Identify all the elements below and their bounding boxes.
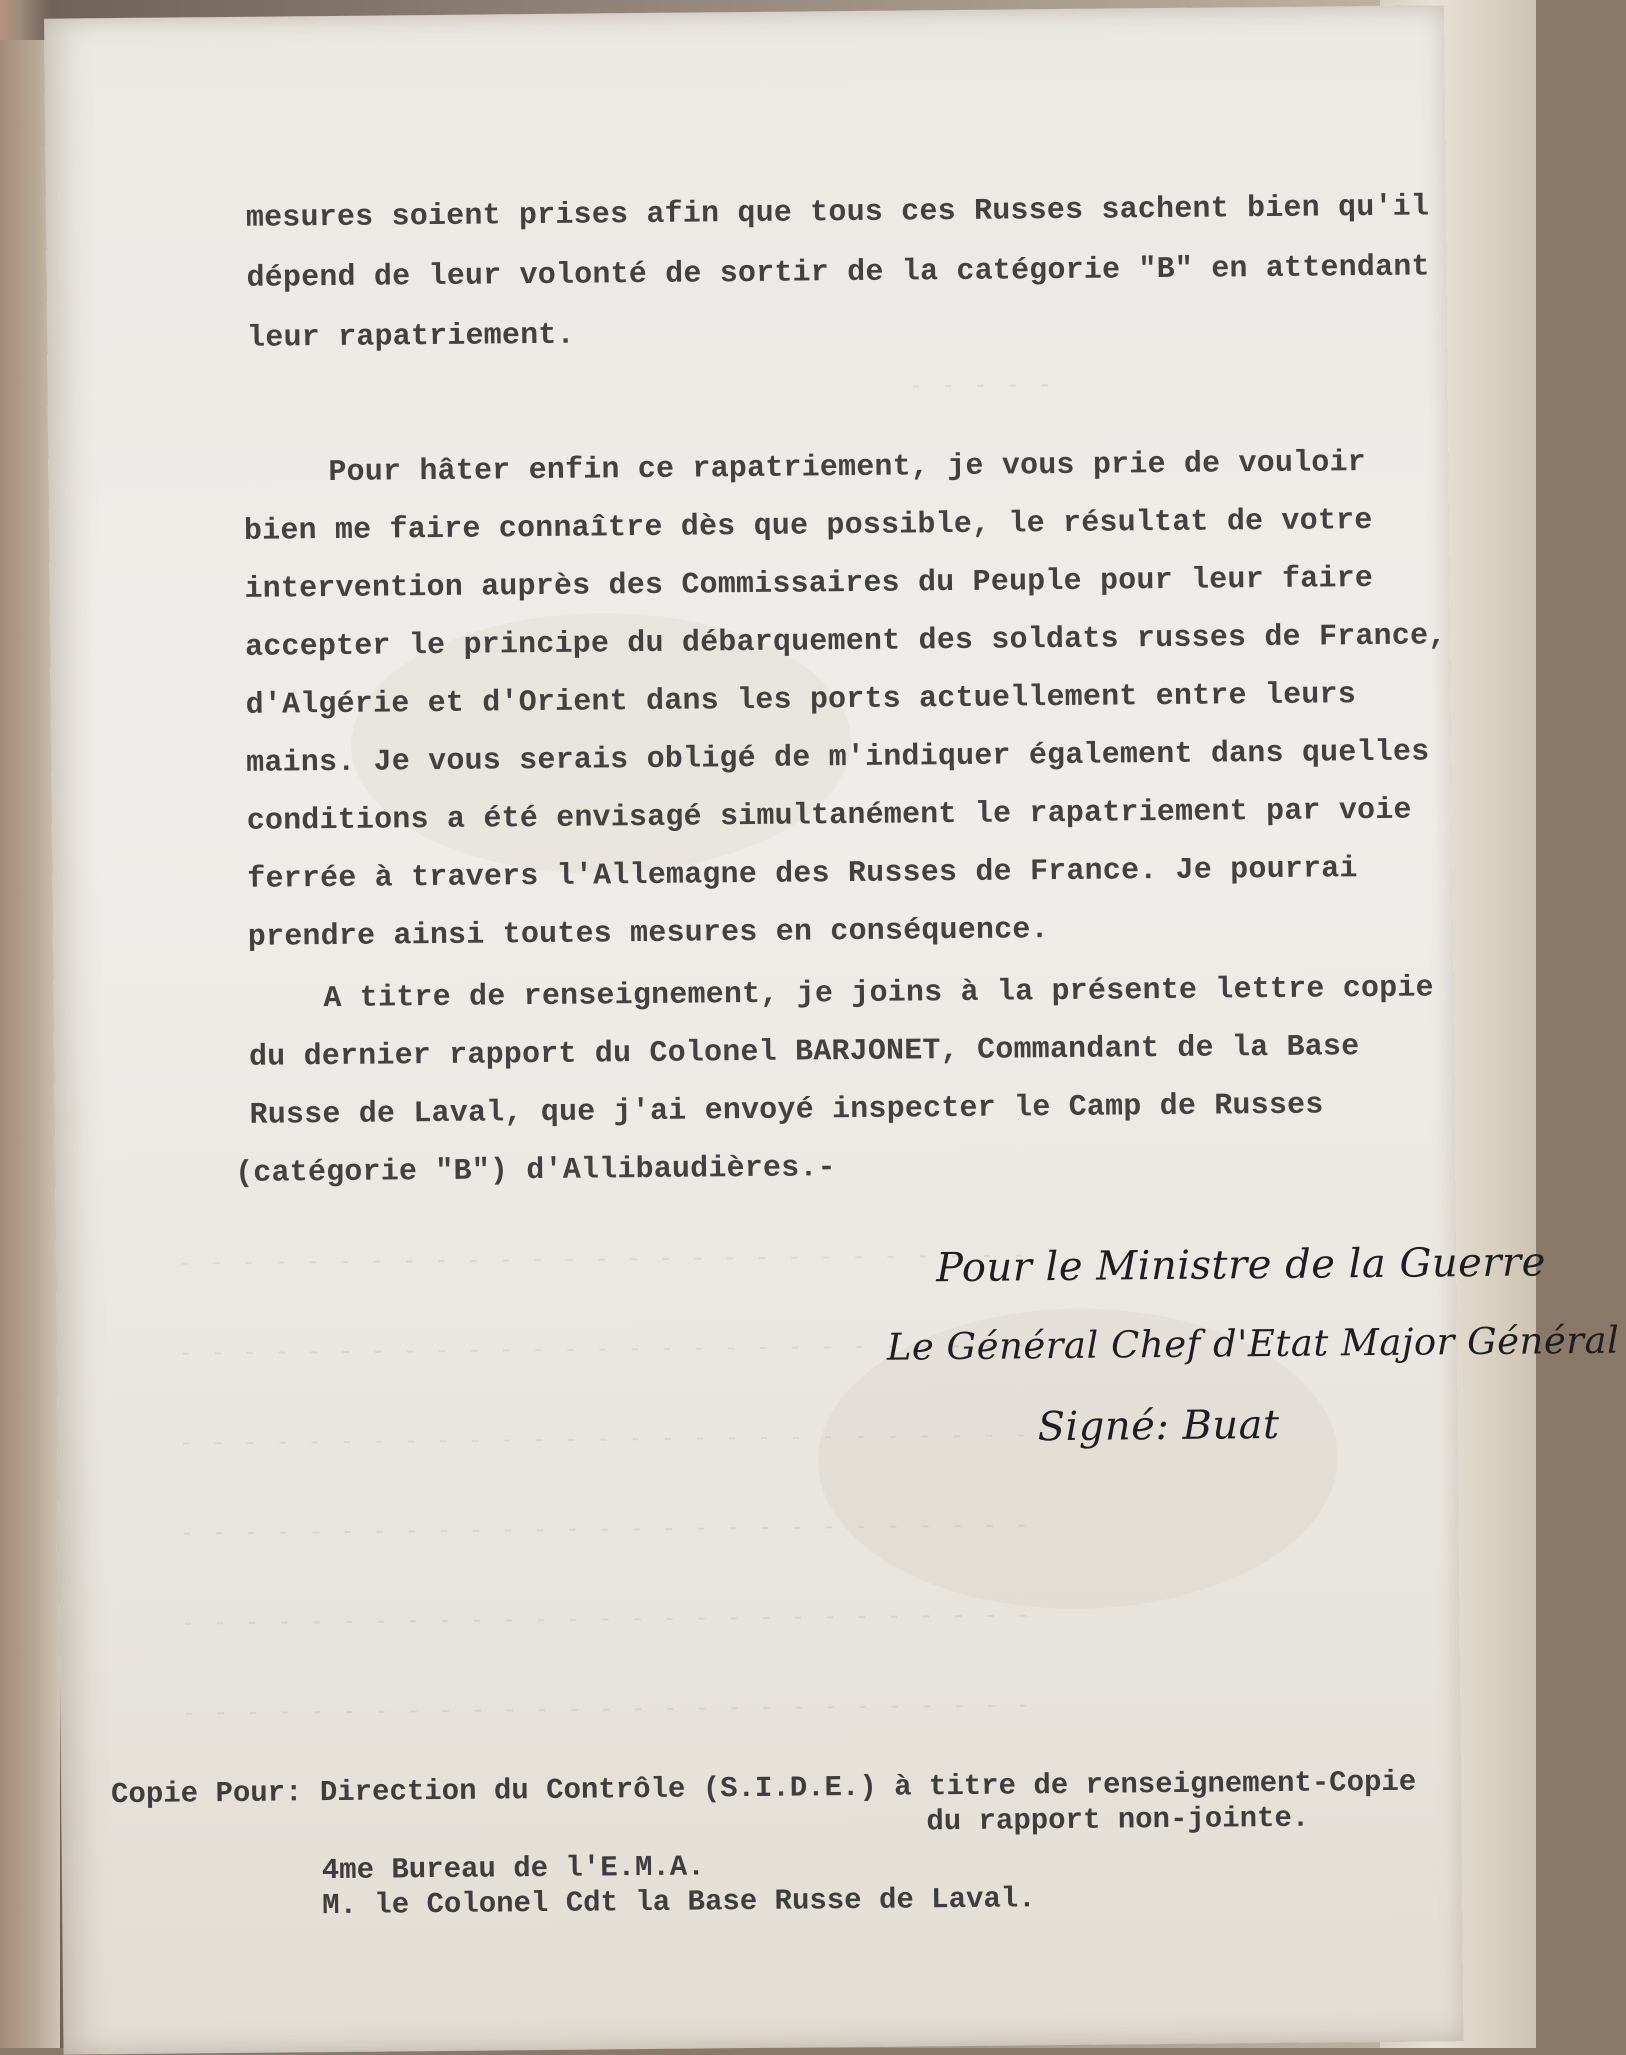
signature-line: Pour le Ministre de la Guerre (935, 1239, 1546, 1292)
signature-line: Le Général Chef d'Etat Major Général (886, 1318, 1620, 1369)
distribution-line: 4me Bureau de l'E.M.A. (321, 1850, 705, 1888)
bleed-through-text: - - - - - - - - - - - - - - - - - - - - - - - - - - - (177, 1419, 1029, 1457)
text-line: Pour hâter enfin ce rapatriement, je vous prie de vouloir (328, 446, 1367, 491)
text-line: A titre de renseignement, je joins à la présente lettre copie (323, 971, 1434, 1017)
text-line: du dernier rapport du Colonel BARJONET, Commandant de la Base (248, 1030, 1360, 1075)
distribution-line: Copie Pour: Direction du Contrôle (S.I.D.E.) à titre de renseignement-Copie (110, 1765, 1417, 1812)
bleed-through-text: - - - - - - - - - - - - - - - - - - - - - - - - - - - (176, 1329, 1028, 1367)
document-page (44, 5, 1620, 2054)
bleed-through-text: - - - - - - - - - - - - - - - - - - - - - - - - - - - (180, 1689, 1032, 1727)
text-line: accepter le principe du débarquement des soldats russes de France, (244, 619, 1447, 665)
text-line: leur rapatriement. (246, 318, 575, 356)
text-line: conditions a été envisagé simultanément le rapatriement par voie (246, 793, 1412, 839)
text-line: (catégorie "B") d'Allibaudières.- (234, 1151, 836, 1191)
text-line: intervention auprès des Commissaires du Peuple pour leur faire (244, 561, 1374, 607)
text-line: ferrée à travers l'Allemagne des Russes de France. Je pourrai (247, 852, 1358, 897)
text-line: prendre ainsi toutes mesures en conséquence. (247, 913, 1049, 955)
distribution-line: du rapport non-jointe. (926, 1801, 1310, 1839)
text-line: mesures soient prises afin que tous ces Russes sachent bien qu'il (245, 190, 1430, 236)
bleed-through-text: - - - - - - - - - - - - - - - - - - - - - - - - - - - (178, 1509, 1030, 1547)
paragraph-1 (44, 5, 1444, 356)
distribution-line: M. le Colonel Cdt la Base Russe de Laval. (321, 1882, 1036, 1923)
bleed-through-text: - - - - - - - - - - - - - - - - - - - - - - - - - - - (175, 1239, 1027, 1277)
signature-line: Signé: Buat (1037, 1401, 1280, 1451)
text-line: Russe de Laval, que j'ai envoyé inspecter le Camp de Russes (249, 1088, 1324, 1133)
bleed-through-text: - - - - - - - - - - - - - - - - - - - - - - - - - - - (179, 1599, 1031, 1637)
text-line: d'Algérie et d'Orient dans les ports actuellement entre leurs (245, 678, 1357, 723)
text-line: bien me faire connaître dès que possible, le résultat de votre (243, 503, 1373, 549)
text-line: dépend de leur volonté de sortir de la catégorie "B" en attendant (246, 250, 1430, 296)
bleed-through-text: - - - - - (907, 369, 1053, 400)
text-line: mains. Je vous serais obligé de m'indiquer également dans quelles (246, 735, 1430, 781)
